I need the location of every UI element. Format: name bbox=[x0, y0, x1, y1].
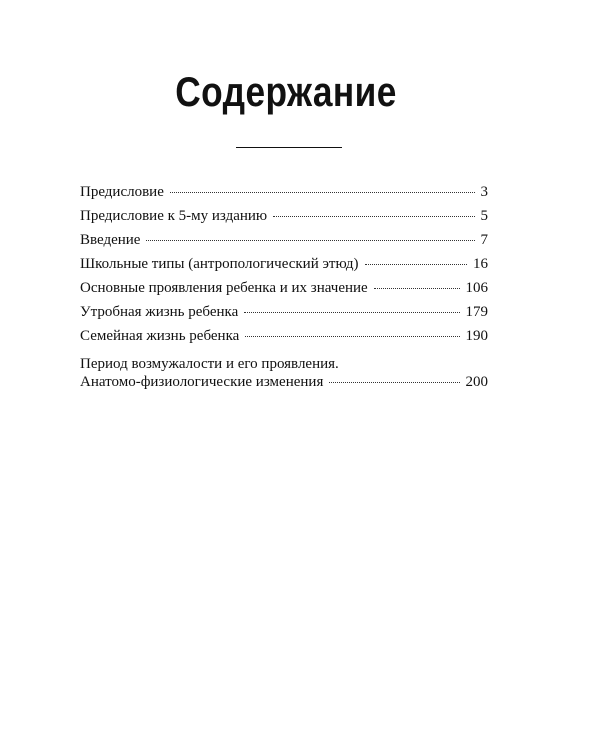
toc-entry-title: Школьные типы (антропологический этюд) bbox=[80, 256, 359, 272]
toc-entry-page: 179 bbox=[465, 304, 488, 320]
toc-entry-page: 3 bbox=[480, 184, 488, 200]
toc-leader-dots bbox=[244, 312, 459, 313]
toc-leader-dots bbox=[170, 192, 475, 193]
toc-entry-title: Введение bbox=[80, 232, 141, 248]
toc-entry-title: Семейная жизнь ребенка bbox=[80, 328, 240, 344]
table-of-contents bbox=[80, 184, 488, 396]
toc-leader-dots bbox=[245, 336, 459, 337]
page-title: Содержание bbox=[175, 68, 397, 115]
toc-leader-dots bbox=[273, 216, 474, 217]
toc-entry[interactable] bbox=[80, 328, 488, 352]
toc-entry-title: Предисловие bbox=[80, 184, 164, 200]
toc-entry[interactable] bbox=[80, 280, 488, 304]
toc-entry-title: Утробная жизнь ребенка bbox=[80, 304, 239, 320]
toc-entry[interactable] bbox=[80, 256, 488, 280]
toc-leader-dots bbox=[329, 382, 459, 383]
toc-entry-title: Основные проявления ребенка и их значение bbox=[80, 280, 368, 296]
toc-leader-dots bbox=[146, 240, 474, 241]
toc-entry-page: 5 bbox=[480, 208, 488, 224]
toc-entry-page: 200 bbox=[465, 374, 488, 390]
toc-entry[interactable] bbox=[80, 232, 488, 256]
toc-leader-dots bbox=[374, 288, 460, 289]
toc-entry-title-line2: Анатомо-физиологические изменения bbox=[80, 374, 324, 390]
toc-entry[interactable] bbox=[80, 208, 488, 232]
toc-entry-page: 7 bbox=[480, 232, 488, 248]
title-divider bbox=[236, 147, 342, 148]
toc-entry-title: Предисловие к 5-му изданию bbox=[80, 208, 268, 224]
toc-entry-page: 190 bbox=[465, 328, 488, 344]
toc-entry[interactable] bbox=[80, 304, 488, 328]
toc-entry[interactable] bbox=[80, 354, 488, 396]
toc-entry-page: 106 bbox=[465, 280, 488, 296]
toc-entry[interactable] bbox=[80, 184, 488, 208]
toc-entry-page: 16 bbox=[473, 256, 488, 272]
toc-entry-title-line1: Период возмужалости и его проявления. bbox=[80, 356, 339, 372]
toc-leader-dots bbox=[365, 264, 467, 265]
